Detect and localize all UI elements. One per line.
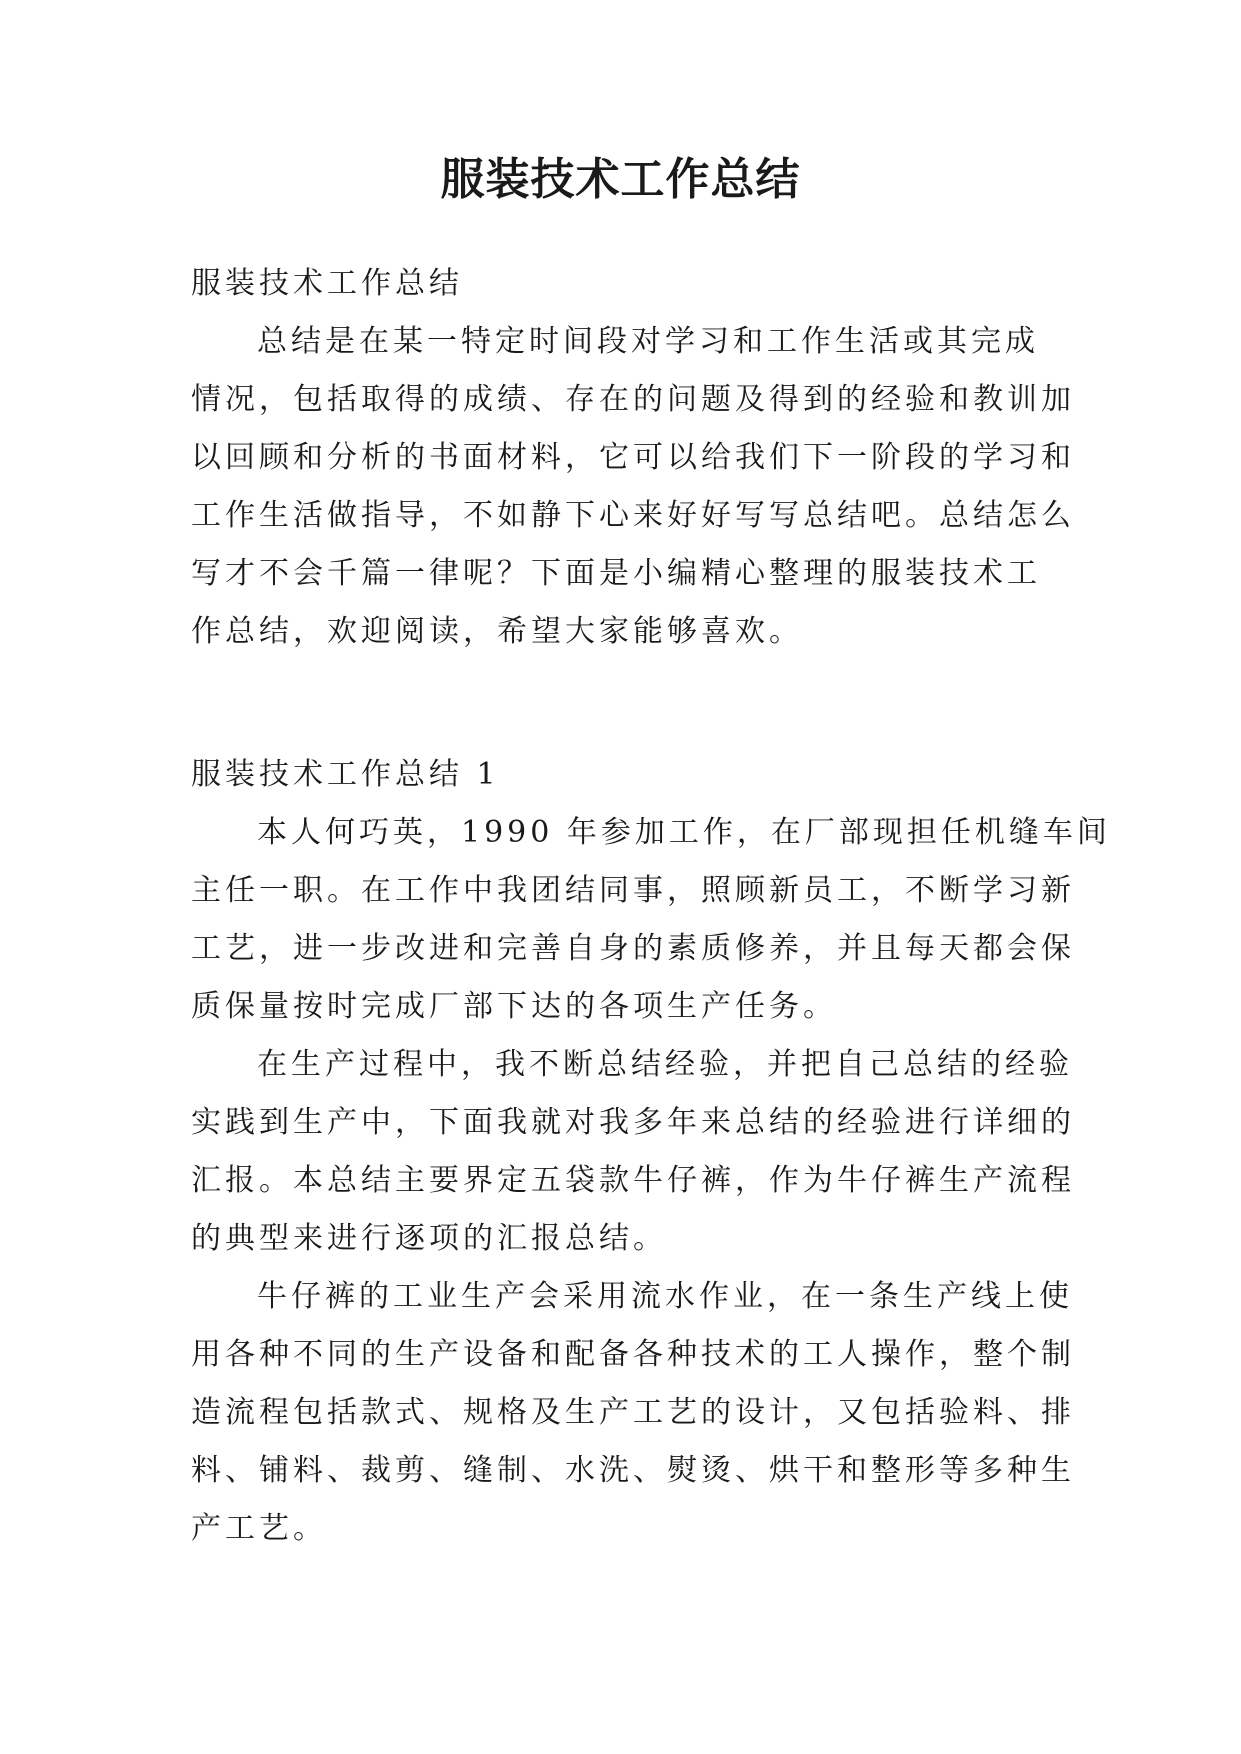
section-1 <box>191 746 1111 1558</box>
document-title: 服装技术工作总结 <box>440 154 801 205</box>
paragraph-line: 牛仔裤的工业生产会采用流水作业，在一条生产线上使 <box>257 1279 1073 1314</box>
paragraph-line: 造流程包括款式、规格及生产工艺的设计，又包括验料、排 <box>191 1395 1075 1430</box>
paragraph-line: 产工艺。 <box>191 1511 327 1546</box>
paragraph-line: 用各种不同的生产设备和配备各种技术的工人操作，整个制 <box>191 1337 1075 1372</box>
intro-line: 工作生活做指导，不如静下心来好好写写总结吧。总结怎么 <box>191 498 1075 533</box>
paragraph-line: 料、铺料、裁剪、缝制、水洗、熨烫、烘干和整形等多种生 <box>191 1453 1075 1488</box>
paragraph-line: 实践到生产中，下面我就对我多年来总结的经验进行详细的 <box>191 1105 1075 1140</box>
paragraph-line: 的典型来进行逐项的汇报总结。 <box>191 1221 667 1256</box>
intro-line: 以回顾和分析的书面材料，它可以给我们下一阶段的学习和 <box>191 440 1075 475</box>
paragraph-line: 在生产过程中，我不断总结经验，并把自己总结的经验 <box>257 1047 1073 1082</box>
intro-line: 总结是在某一特定时间段对学习和工作生活或其完成 <box>257 324 1039 359</box>
intro-line: 情况，包括取得的成绩、存在的问题及得到的经验和教训加 <box>191 382 1075 417</box>
intro-section <box>191 255 1075 661</box>
paragraph-line: 本人何巧英，1990 年参加工作，在厂部现担任机缝车间 <box>257 815 1111 850</box>
paragraph-line: 质保量按时完成厂部下达的各项生产任务。 <box>191 989 837 1024</box>
section-heading: 服装技术工作总结 1 <box>191 757 500 792</box>
paragraph-line: 工艺，进一步改进和完善自身的素质修养，并且每天都会保 <box>191 931 1075 966</box>
intro-heading: 服装技术工作总结 <box>191 266 463 301</box>
intro-line: 作总结，欢迎阅读，希望大家能够喜欢。 <box>191 614 803 649</box>
intro-line: 写才不会千篇一律呢？下面是小编精心整理的服装技术工 <box>191 556 1041 591</box>
paragraph-line: 主任一职。在工作中我团结同事，照顾新员工，不断学习新 <box>191 873 1075 908</box>
paragraph-line: 汇报。本总结主要界定五袋款牛仔裤，作为牛仔裤生产流程 <box>191 1163 1075 1198</box>
